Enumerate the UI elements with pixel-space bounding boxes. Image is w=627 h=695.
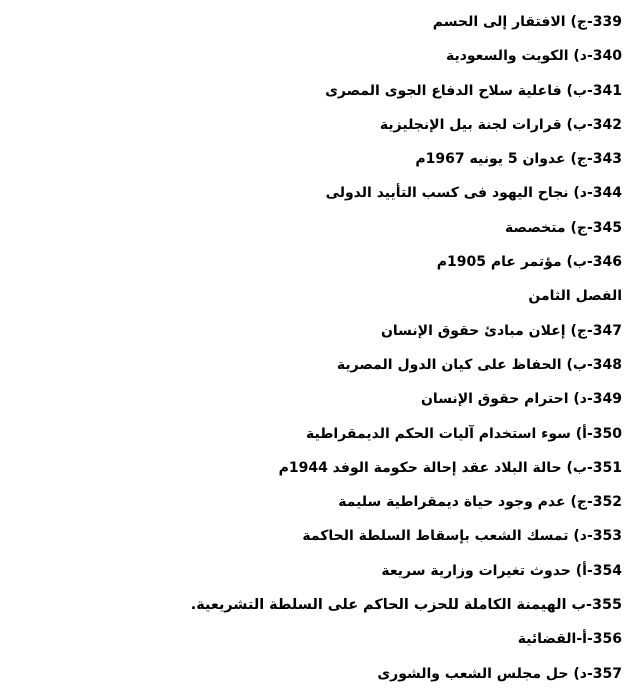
answer-key-list (22, 9, 622, 695)
answer-344: 344-د) نجاح اليهود فى كسب التأييد الدولى (325, 185, 622, 202)
answer-355: 355-ب الهيمنة الكاملة للحزب الحاكم على السلطة التشريعية. (190, 597, 622, 614)
answer-342: 342-ب) قرارات لجنة بيل الإنجليزية (379, 116, 622, 133)
answer-339: 339-ج) الافتقار إلى الحسم (432, 14, 622, 30)
answer-354: 354-أ) حدوث تغيرات وزارية سريعة (381, 562, 622, 579)
answer-352: 352-ج) عدم وجود حياة ديمقراطية سليمة (338, 494, 622, 511)
answer-347: 347-ج) إعلان مبادئ حقوق الإنسان (380, 322, 622, 339)
answer-348: 348-ب) الحفاظ على كيان الدول المصرية (336, 356, 622, 373)
answer-357: 357-د) حل مجلس الشعب والشورى (377, 665, 622, 682)
answer-356: 356-أ-القضائية (517, 631, 622, 648)
answer-351: 351-ب) حالة البلاد عقد إحالة حكومة الوفد 1944م (278, 459, 622, 476)
answer-350: 350-أ) سوء استخدام آليات الحكم الديمقراطية (306, 425, 622, 442)
answer-345: 345-ج) متخصصة (505, 219, 622, 236)
answer-340: 340-د) الكويت والسعودية (445, 48, 622, 65)
section-heading: الفصل الثامن (528, 288, 622, 305)
answer-343: 343-ج) عدوان 5 يونيه 1967م (415, 151, 622, 168)
answer-341: 341-ب) فاعلية سلاح الدفاع الجوى المصرى (325, 82, 622, 99)
answer-349: 349-د) احترام حقوق الإنسان (420, 391, 622, 408)
answer-353: 353-د) تمسك الشعب بإسقاط السلطة الحاكمة (302, 528, 622, 545)
answer-346: 346-ب) مؤتمر عام 1905م (436, 254, 622, 271)
